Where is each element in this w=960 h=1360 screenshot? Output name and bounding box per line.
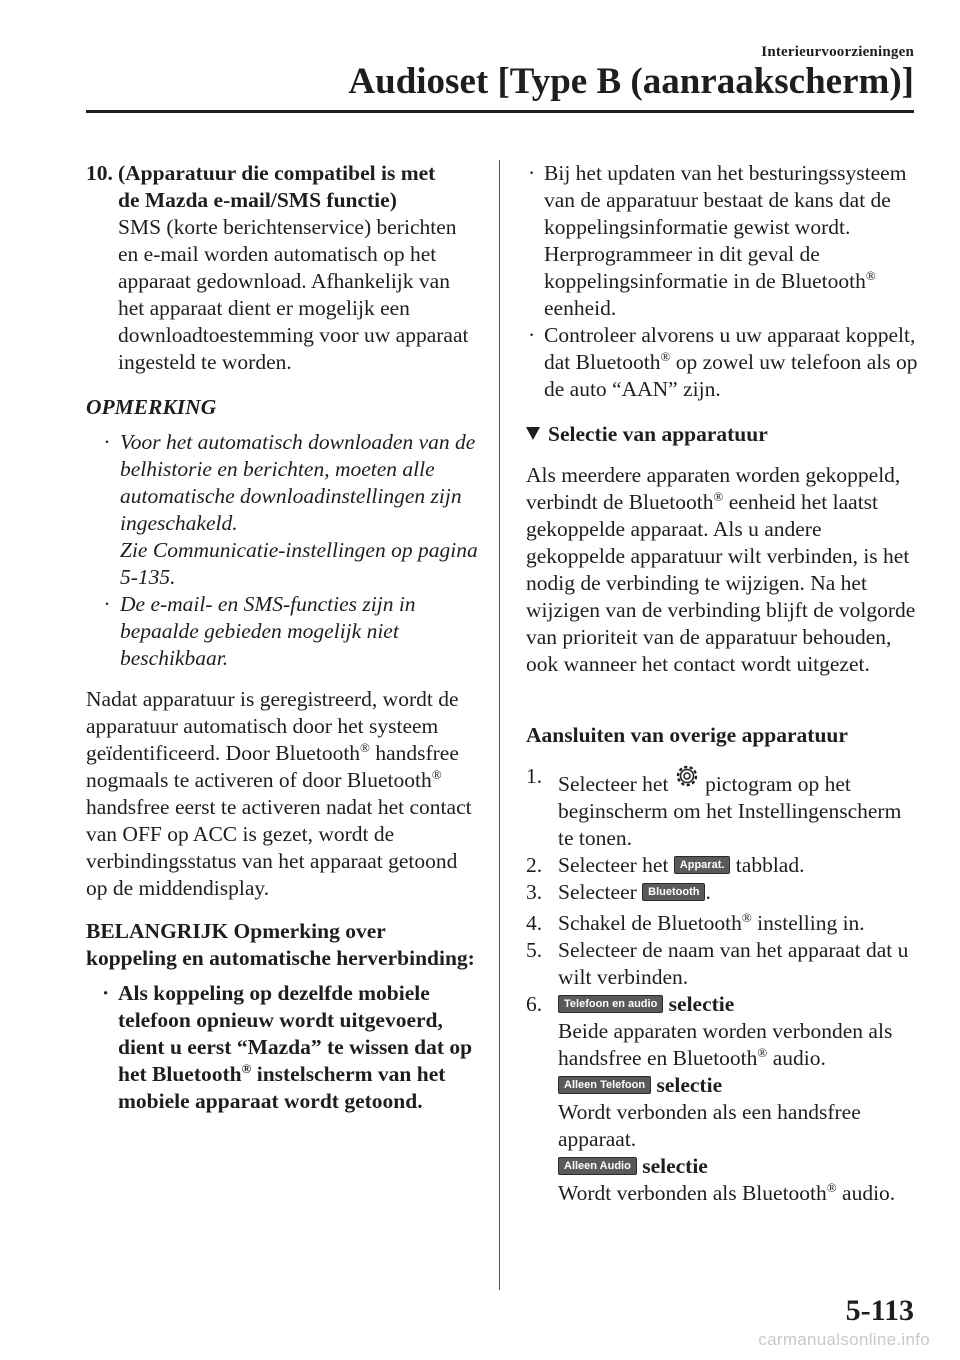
list-item: · Bij het updaten van het besturingssysteem van de apparatuur bestaat de kans dat de koppelingsinformatie gewist wordt. Herprogrammeer in dit geval de koppelingsinformatie in de Bluetooth® eenheid.	[528, 161, 907, 320]
page-title: Audioset [Type B (aanraakscherm)]	[348, 61, 914, 102]
section-header: Interieurvoorzieningen	[761, 44, 914, 60]
note-title: OPMERKING	[86, 395, 217, 419]
bluetooth-button: Bluetooth	[642, 883, 705, 901]
section-heading: Selectie van apparatuur	[526, 421, 918, 448]
header-rule	[86, 110, 914, 113]
list-item: · Controleer alvorens u uw apparaat koppelt, dat Bluetooth® op zowel uw telefoon als op de auto “AAN” zijn.	[528, 323, 918, 401]
item-title: (Apparatuur die compatibel is met de Mazda e-mail/SMS functie)	[118, 161, 436, 212]
step-3: 3. Selecteer Bluetooth .	[526, 880, 711, 904]
list-item: · De e-mail- en SMS-functies zijn in bepaalde gebieden mogelijk niet beschikbaar.	[104, 592, 416, 670]
settings-gear-icon	[674, 763, 700, 789]
page-number: 5-113	[845, 1294, 914, 1327]
alleen-telefoon-button: Alleen Telefoon	[558, 1076, 651, 1094]
alleen-audio-button: Alleen Audio	[558, 1157, 637, 1175]
left-column	[86, 160, 478, 1115]
item-number: 10.	[86, 161, 113, 185]
right-column	[526, 160, 918, 1207]
paragraph: Als meerdere apparaten worden gekoppeld, verbindt de Bluetooth® eenheid het laatst gekoppelde apparaat. Als u andere gekoppelde apparatuur wilt verbinden, is het nodig de verbinding te wijzigen. Na het wijzigen van de verbinding blijft de volgorde van prioriteit van de apparatuur behouden, ook wanneer het contact wordt uitgezet.	[526, 463, 916, 676]
step-1: 1. Selecteer het pictogram op het beginscherm om het Instellingenscherm te tonen.	[526, 764, 902, 850]
step-5: 5. Selecteer de naam van het apparaat dat u wilt verbinden.	[526, 938, 909, 989]
option-description: Wordt verbonden als een handsfree apparaat.	[558, 1100, 861, 1151]
watermark: carmanualsonline.info	[758, 1330, 930, 1349]
option-description: Wordt verbonden als Bluetooth® audio.	[558, 1180, 896, 1205]
apparat-tab-button: Apparat.	[674, 856, 731, 874]
list-item-10	[86, 160, 478, 376]
list-item: · Als koppeling op dezelfde mobiele telefoon opnieuw wordt uitgevoerd, dient u eerst “Mazda” te wissen dat op het Bluetooth® instelscherm van het mobiele apparaat wordt getoond.	[102, 981, 473, 1113]
telefoon-en-audio-button: Telefoon en audio	[558, 995, 663, 1013]
note-list	[86, 429, 478, 672]
column-divider	[499, 160, 500, 1290]
step-6: 6. Telefoon en audio selectie Beide apparaten worden verbonden als handsfree en Bluetooth® audio. Alleen Telefoon selectie Wordt verbonden als een handsfree apparaat. Alleen Audio selectie Wordt verbonden als Bluetooth® audio.	[526, 991, 918, 1207]
step-2: 2. Selecteer het Apparat. tabblad.	[526, 853, 805, 877]
important-list	[86, 980, 478, 1115]
list-item: · Voor het automatisch downloaden van de belhistorie en berichten, moeten alle automatische downloadinstellingen zijn ingeschakeld. Zie Communicatie-instellingen op pagina 5-135.	[104, 430, 478, 589]
section-heading: Aansluiten van overige apparatuur	[526, 723, 848, 747]
option-description: Beide apparaten worden verbonden als handsfree en Bluetooth® audio.	[558, 1019, 893, 1070]
step-4: 4. Schakel de Bluetooth® instelling in.	[526, 910, 865, 935]
paragraph: Nadat apparatuur is geregistreerd, wordt de apparatuur automatisch door het systeem geïdentificeerd. Door Bluetooth® handsfree nogmaals te activeren of door Bluetooth® handsfree eerst te activeren nadat het contact van OFF op ACC is gezet, wordt de verbindingsstatus van het apparaat getoond op de middendisplay.	[86, 687, 472, 900]
triangle-down-icon	[526, 427, 540, 440]
important-title: BELANGRIJK Opmerking over koppeling en automatische herverbinding:	[86, 919, 475, 970]
item-body: SMS (korte berichtenservice) berichten en e-mail worden automatisch op het apparaat gedownload. Afhankelijk van het apparaat dient er mogelijk een downloadtoestemming voor uw apparaat ingesteld te worden.	[118, 215, 469, 374]
